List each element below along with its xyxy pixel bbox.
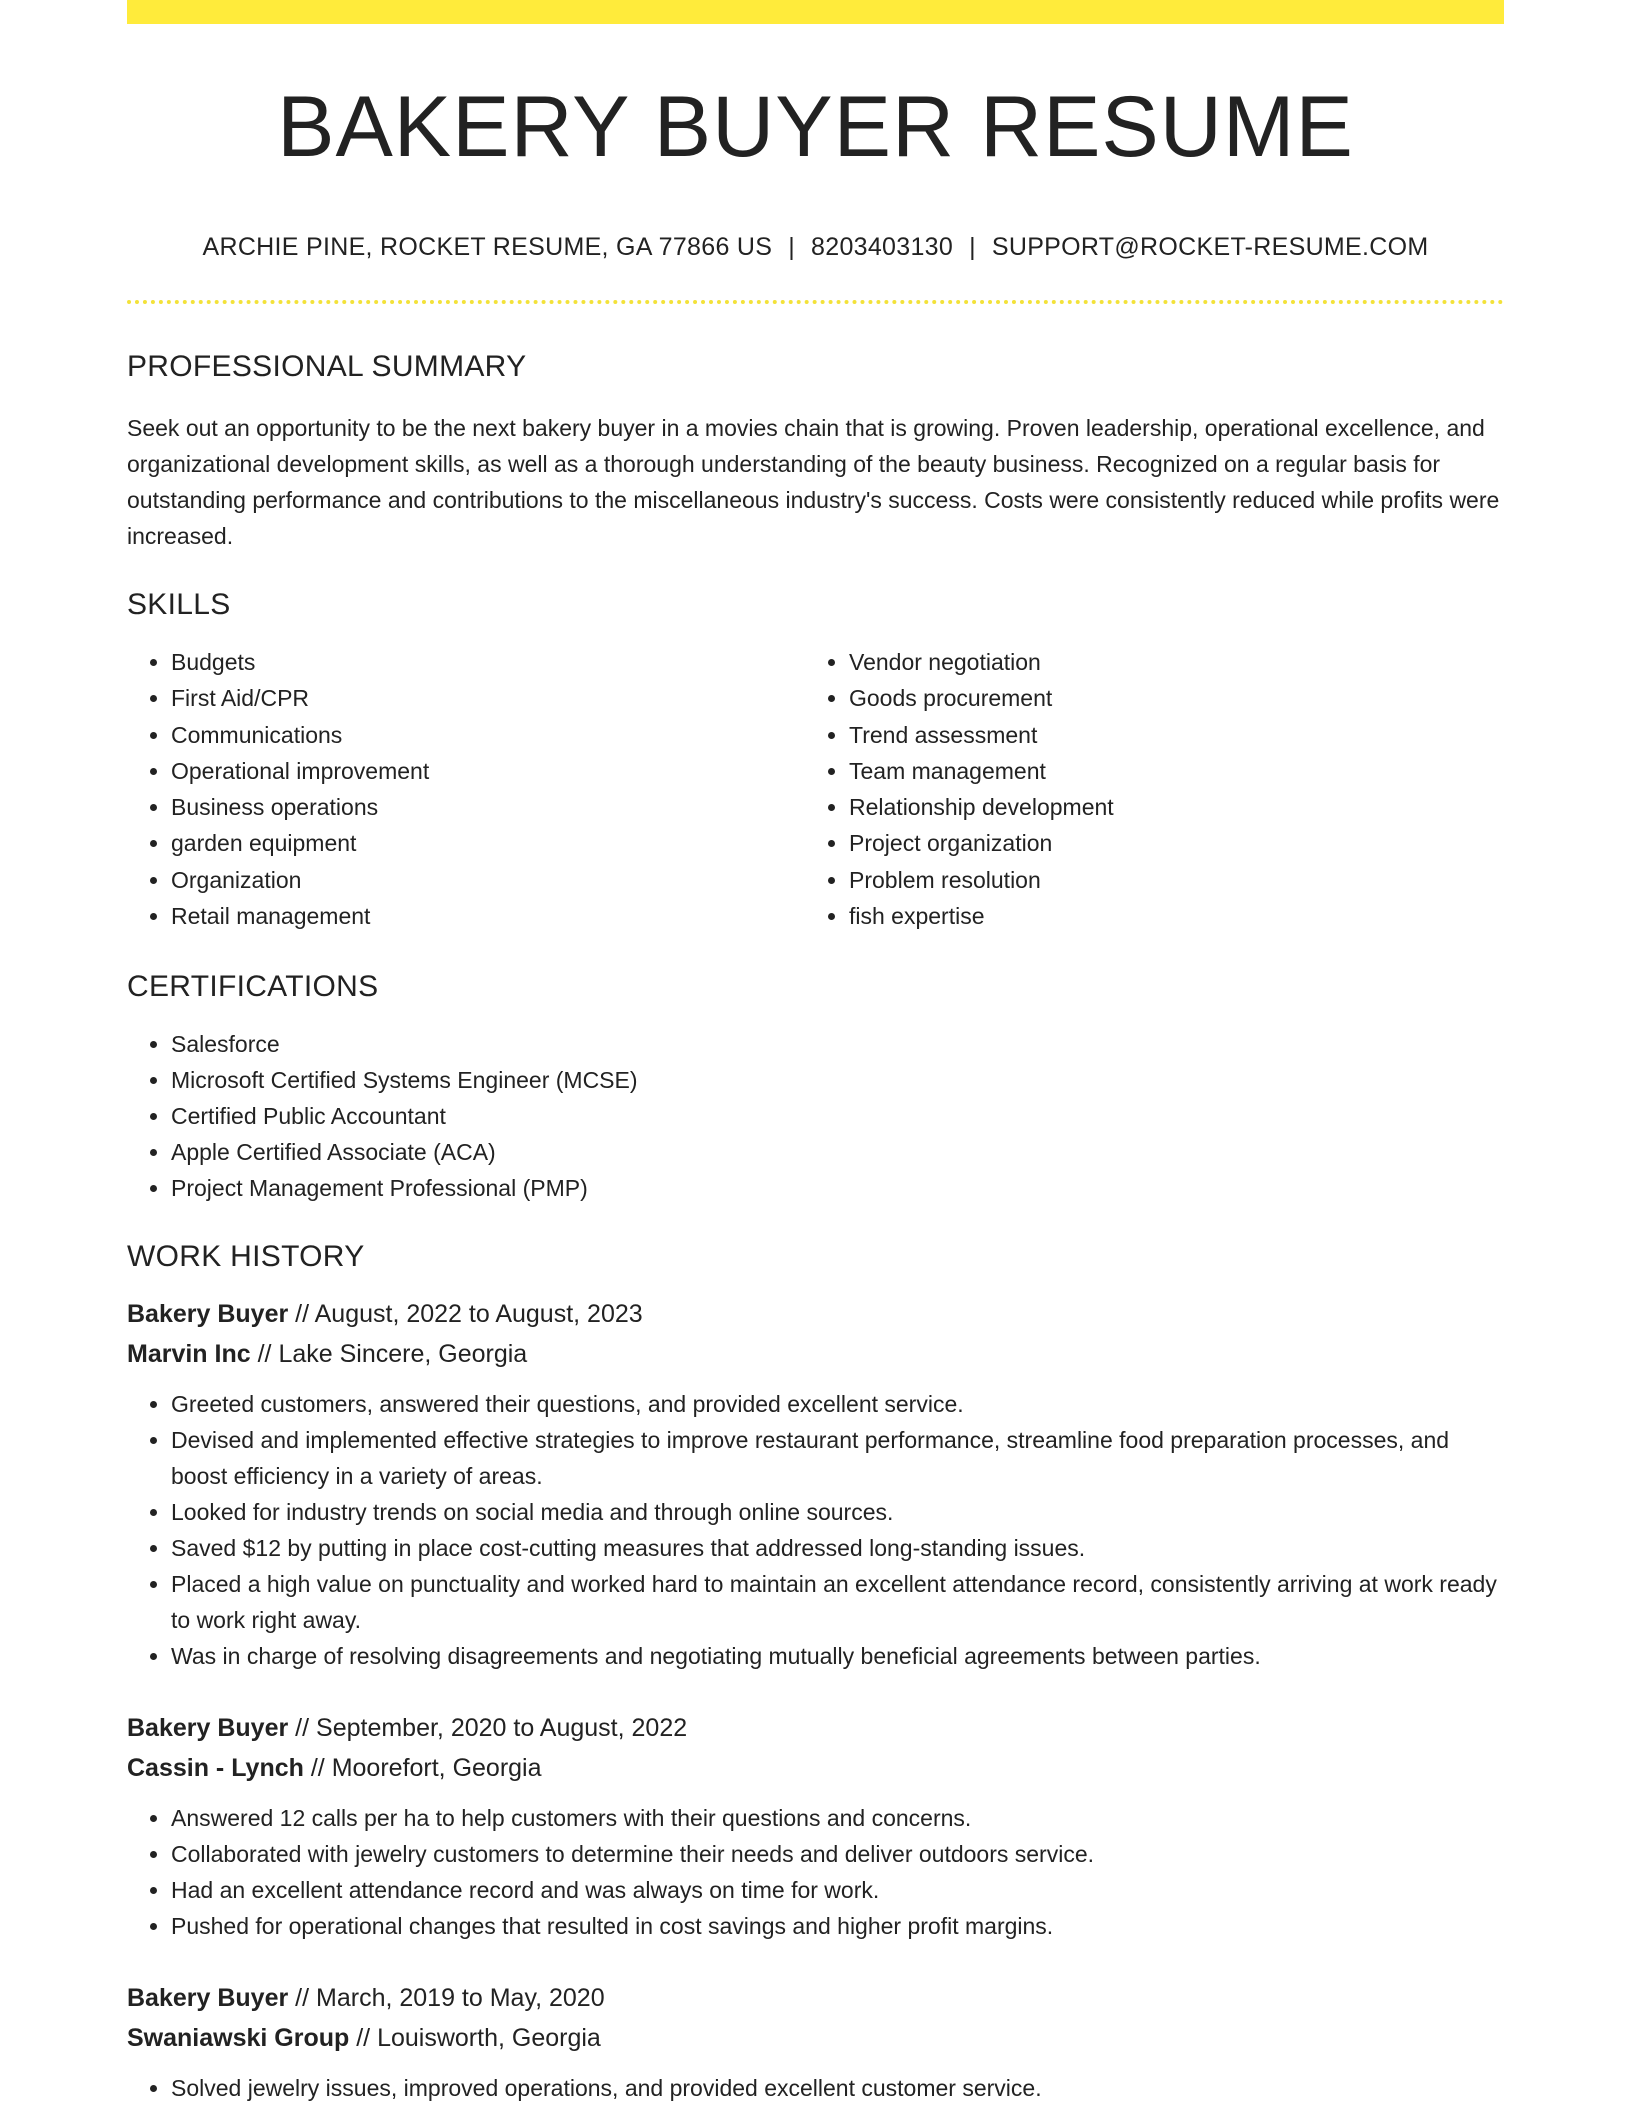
certification-item: • Project Management Professional (PMP)	[171, 1170, 1504, 1206]
job-title: Bakery Buyer	[127, 1714, 289, 1743]
certification-item: • Salesforce	[171, 1026, 1504, 1062]
contact-separator: |	[788, 233, 796, 261]
job-separator: //	[288, 1984, 317, 2013]
job-company-line	[127, 1334, 1504, 1374]
page-title: BAKERY BUYER RESUME	[277, 79, 1354, 175]
accent-top-bar	[127, 0, 1504, 24]
job-company: Marvin Inc	[127, 1340, 251, 1369]
skill-item: • fish expertise	[849, 898, 1483, 934]
job-separator: //	[250, 1340, 279, 1369]
job-location: Louisworth, Georgia	[377, 2024, 601, 2053]
job-duties-list	[127, 1800, 1504, 1944]
job-duty-item: • Looked for industry trends on social media and through online sources.	[171, 1494, 1504, 1530]
skill-item: • Business operations	[171, 789, 805, 825]
skill-item: • Problem resolution	[849, 862, 1483, 898]
job-separator: //	[288, 1300, 315, 1329]
job-dates: September, 2020 to August, 2022	[316, 1714, 688, 1743]
job-entry	[127, 1294, 1504, 1674]
contact-email: SUPPORT@ROCKET-RESUME.COM	[991, 233, 1429, 261]
job-duty-item: • Answered 12 calls per ha to help customers with their questions and concerns.	[171, 1800, 1504, 1836]
job-company-line	[127, 2018, 1504, 2058]
job-duty-item: • Greeted customers, answered their questions, and provided excellent service.	[171, 1386, 1504, 1422]
certifications-heading: CERTIFICATIONS	[127, 970, 379, 1004]
job-separator: //	[303, 1754, 332, 1783]
skill-item: • garden equipment	[171, 825, 805, 861]
skill-item: • Goods procurement	[849, 680, 1483, 716]
skill-item: • Project organization	[849, 825, 1483, 861]
skill-item: • Relationship development	[849, 789, 1483, 825]
job-dates: March, 2019 to May, 2020	[316, 1984, 605, 2013]
skill-item: • Communications	[171, 717, 805, 753]
job-duty-item: • Saved $12 by putting in place cost-cutting measures that addressed long-standing issues.	[171, 1530, 1504, 1566]
contact-phone: 8203403130	[811, 233, 954, 261]
certification-item: • Certified Public Accountant	[171, 1098, 1504, 1134]
job-entry	[127, 1978, 1504, 2106]
skill-item: • Budgets	[171, 644, 805, 680]
job-duty-item: • Collaborated with jewelry customers to determine their needs and deliver outdoors service.	[171, 1836, 1504, 1872]
job-company: Cassin - Lynch	[127, 1754, 304, 1783]
skills-heading: SKILLS	[127, 588, 231, 621]
skills-list-right	[805, 644, 1483, 934]
job-separator: //	[288, 1714, 317, 1743]
job-duty-item: • Had an excellent attendance record and was always on time for work.	[171, 1872, 1504, 1908]
certification-item: • Apple Certified Associate (ACA)	[171, 1134, 1504, 1170]
job-duty-item: • Devised and implemented effective strategies to improve restaurant performance, streamline food preparation processes, and boost efficiency in a variety of areas.	[171, 1422, 1504, 1494]
job-duties-list	[127, 2070, 1504, 2106]
summary-text: Seek out an opportunity to be the next bakery buyer in a movies chain that is growing. Proven leadership, operational excellence, and organizational development skills, as well as a thorough understanding of the beauty business. Recognized on a regular basis for outstanding performance and contributions to the miscellaneous industry's success. Costs were consistently reduced while profits were increased.	[127, 415, 1500, 549]
job-location: Moorefort, Georgia	[331, 1754, 542, 1783]
job-duty-item: • Was in charge of resolving disagreements and negotiating mutually beneficial agreements between parties.	[171, 1638, 1504, 1674]
job-location: Lake Sincere, Georgia	[278, 1340, 528, 1369]
skill-item: • Organization	[171, 862, 805, 898]
certifications-list	[127, 1026, 1504, 1206]
work-history-list	[127, 1294, 1504, 2106]
skill-item: • Vendor negotiation	[849, 644, 1483, 680]
skills-list-left	[127, 644, 805, 934]
summary-heading: PROFESSIONAL SUMMARY	[127, 350, 527, 383]
skills-columns	[127, 644, 1504, 934]
skill-item: • Retail management	[171, 898, 805, 934]
header-divider	[127, 300, 1504, 304]
job-company-line	[127, 1748, 1504, 1788]
job-dates: August, 2022 to August, 2023	[314, 1300, 643, 1329]
contact-address: ARCHIE PINE, ROCKET RESUME, GA 77866 US	[202, 233, 773, 261]
job-title: Bakery Buyer	[127, 1984, 289, 2013]
contact-line	[127, 233, 1504, 262]
job-title-line	[127, 1294, 1504, 1334]
job-duties-list	[127, 1386, 1504, 1674]
job-entry	[127, 1708, 1504, 1944]
job-duty-item: • Placed a high value on punctuality and worked hard to maintain an excellent attendance record, consistently arriving at work ready to work right away.	[171, 1566, 1504, 1638]
job-title: Bakery Buyer	[127, 1300, 289, 1329]
skill-item: • First Aid/CPR	[171, 680, 805, 716]
work-history-heading: WORK HISTORY	[127, 1240, 365, 1274]
job-duty-item: • Solved jewelry issues, improved operations, and provided excellent customer service.	[171, 2070, 1504, 2106]
job-company: Swaniawski Group	[127, 2024, 350, 2053]
resume-page	[127, 0, 1504, 2106]
job-title-line	[127, 1978, 1504, 2018]
job-duty-item: • Pushed for operational changes that resulted in cost savings and higher profit margins.	[171, 1908, 1504, 1944]
skill-item: • Team management	[849, 753, 1483, 789]
contact-separator: |	[969, 233, 976, 261]
job-title-line	[127, 1708, 1504, 1748]
skill-item: • Trend assessment	[849, 717, 1483, 753]
skill-item: • Operational improvement	[171, 753, 805, 789]
certification-item: • Microsoft Certified Systems Engineer (MCSE)	[171, 1062, 1504, 1098]
job-separator: //	[349, 2024, 378, 2053]
